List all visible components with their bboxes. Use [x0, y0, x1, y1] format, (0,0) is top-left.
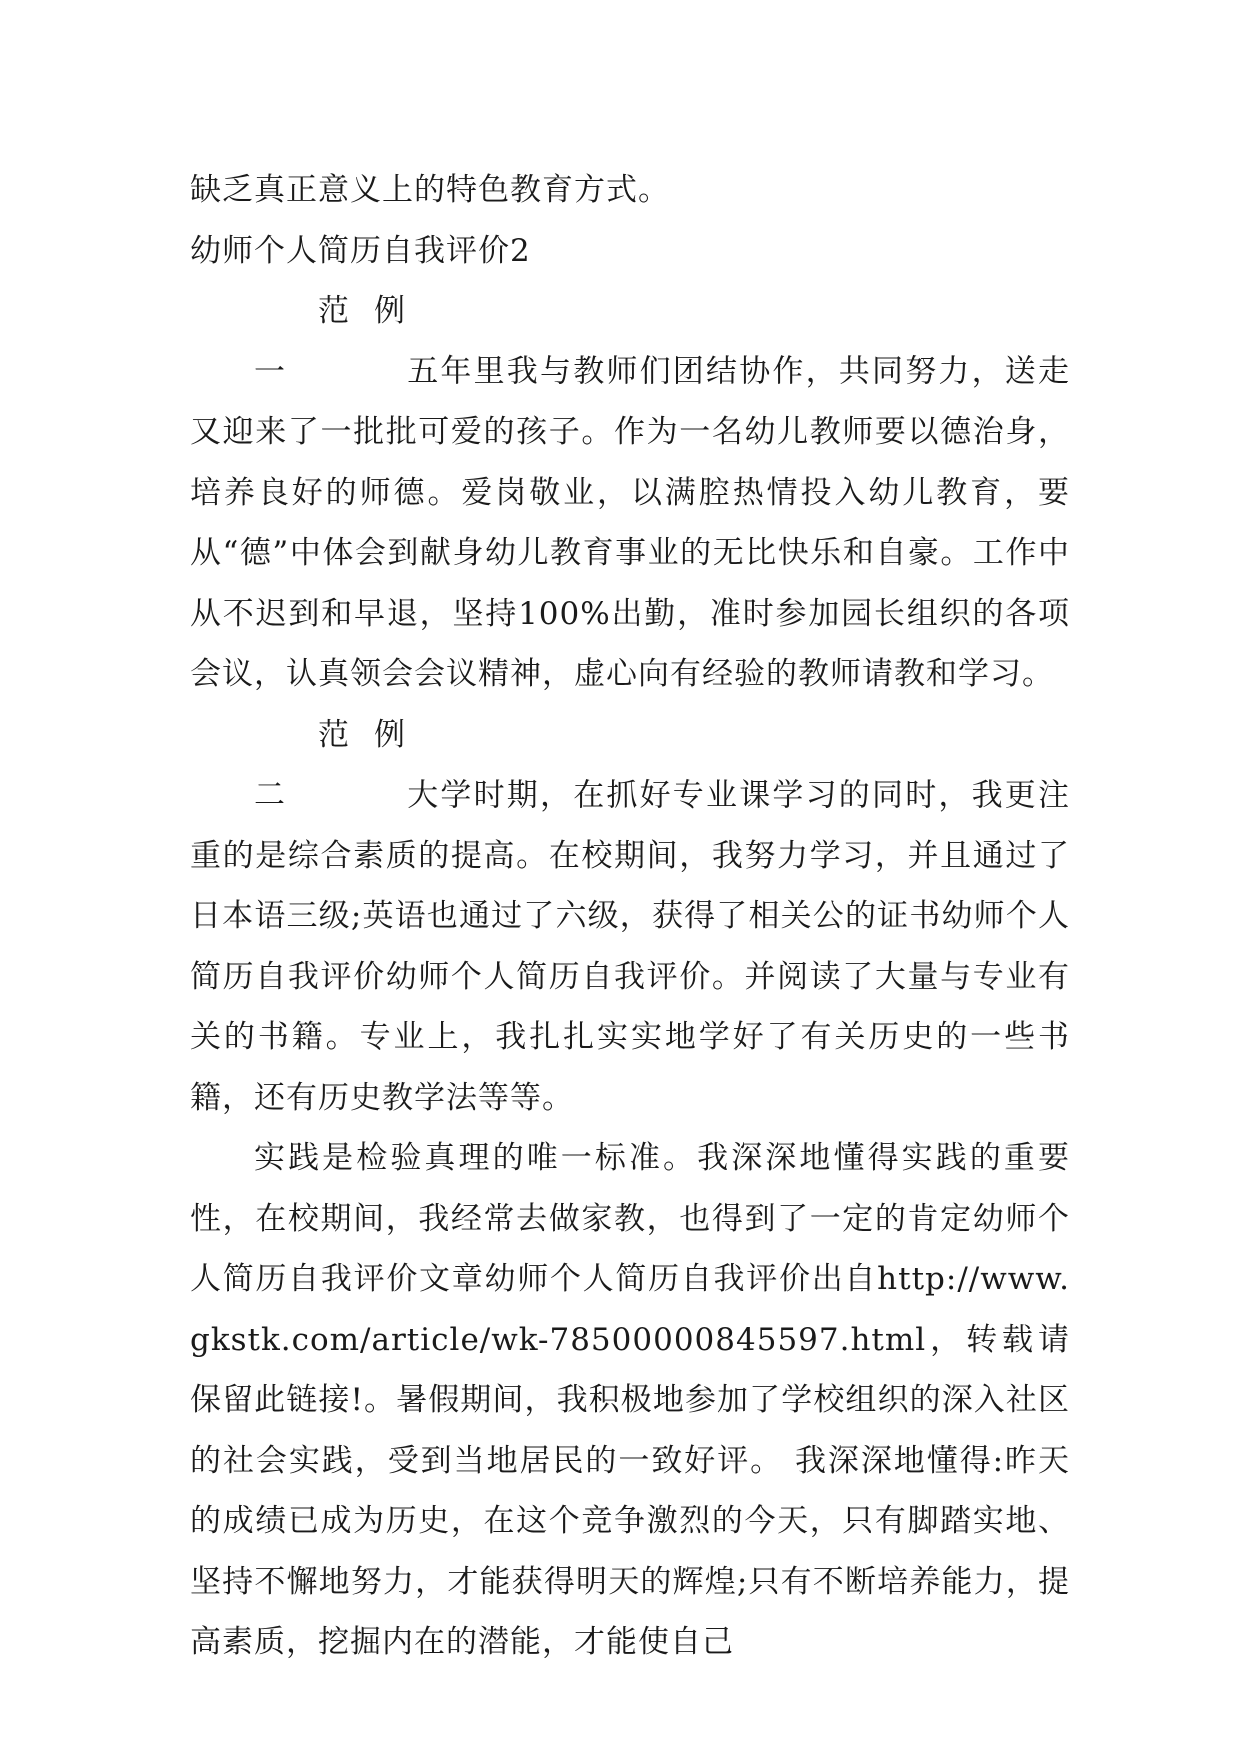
- example-label: 范例一: [254, 293, 406, 390]
- example-label: 范例二: [254, 716, 406, 813]
- paragraph-text: 大学时期，在抓好专业课学习的同时，我更注重的是综合素质的提高。在校期间，我努力学习，并且通过了日本语三级;英语也通过了六级，获得了相关公的证书幼师个人简历自我评价幼师个人简历自我评价。并阅读了大量与专业有关的书籍。专业上，我扎扎实实地学好了有关历史的一些书籍，还有历史教学法等等。: [190, 777, 1070, 1116]
- paragraph-example-two: [190, 705, 1070, 1129]
- document-body: [190, 160, 1070, 1673]
- paragraph-intro-ending: 缺乏真正意义上的特色教育方式。: [190, 172, 670, 208]
- paragraph-practice: 实践是检验真理的唯一标准。我深深地懂得实践的重要性，在校期间，我经常去做家教，也得到了一定的肯定幼师个人简历自我评价文章幼师个人简历自我评价出自http://www.gkstk.com/article/wk-78500000845597.html，转载请保留此链接!。暑假期间，我积极地参加了学校组织的深入社区的社会实践，受到当地居民的一致好评。 我深深地懂得:昨天的成绩已成为历史，在这个竞争激烈的今天，只有脚踏实地、坚持不懈地努力，才能获得明天的辉煌;只有不断培养能力，提高素质，挖掘内在的潜能，才能使自己: [190, 1140, 1070, 1660]
- section-heading: 幼师个人简历自我评价2: [190, 232, 531, 269]
- paragraph-example-one: [190, 281, 1070, 705]
- paragraph-text: 五年里我与教师们团结协作，共同努力，送走又迎来了一批批可爱的孩子。作为一名幼儿教师要以德治身，培养良好的师德。爱岗敬业，以满腔热情投入幼儿教育，要从“德”中体会到献身幼儿教育事业的无比快乐和自豪。工作中从不迟到和早退，坚持100%出勤，准时参加园长组织的各项会议，认真领会会议精神，虚心向有经验的教师请教和学习。: [190, 353, 1070, 692]
